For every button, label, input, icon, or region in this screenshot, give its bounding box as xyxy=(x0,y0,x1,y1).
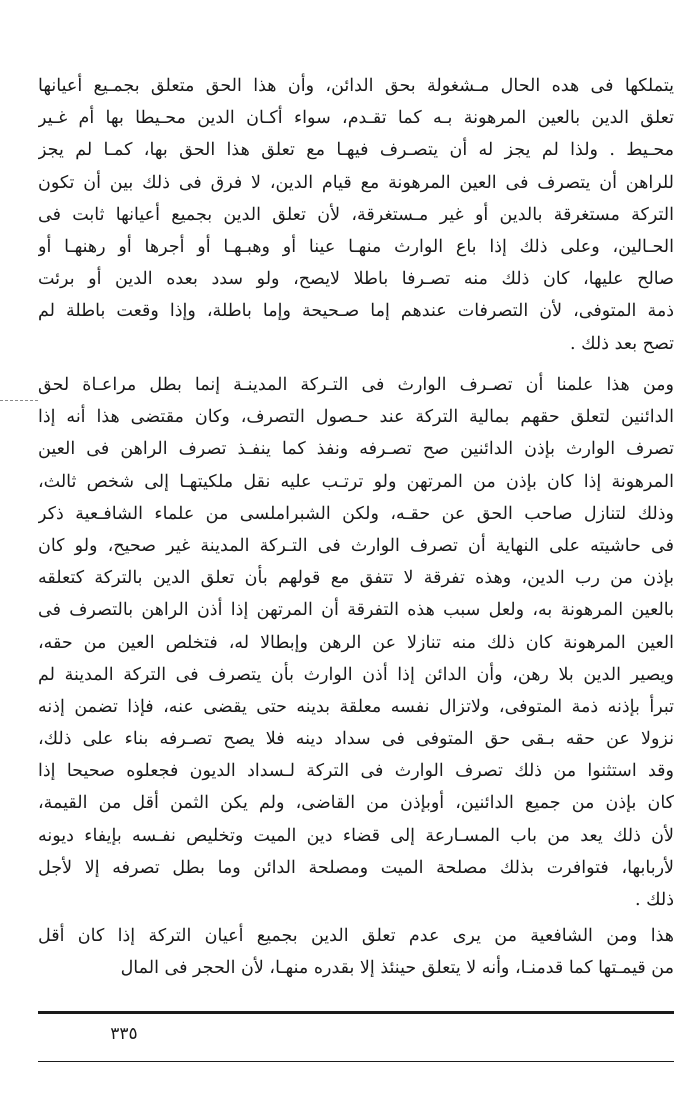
page-number: ٣٣٥ xyxy=(110,1024,138,1044)
text-line: ذمة المتوفى، لأن التصرفات عندهم إما صـحيحة وإما باطلة، وإذا وقعت باطلة لم xyxy=(38,301,674,322)
text-line: لأربابها، فتوافرت بذلك مصلحة الميت ومصلحة الدائن وما بطل تصرفه إلا لأجل xyxy=(38,857,674,878)
margin-mark xyxy=(0,400,38,402)
text-line: وقد استثنوا من ذلك تصرف الوارث فى التركة لـسداد الديون فجعلوه صحيحا إذا xyxy=(38,761,674,782)
text-line: يتملكها فى هده الحال مـشغولة بحق الدائن، وأن هذا الحق متعلق بجمـيع أعيانها xyxy=(38,76,674,96)
text-line: وذلك لتنازل صاحب الحق عن حقـه، ولكن الشبراملسى من علماء الشافـعية ذكر xyxy=(38,503,674,524)
text-line: بإذن من رب الدين، وهذه تفرقة لا تتفق مع قولهم بأن تعلق الدين بالتركة كتعلقه xyxy=(38,568,674,589)
text-line: للراهن أن يتصرف فى العين المرهونة مع قيام الدين، لا فرق فى ذلك بين أن تكون xyxy=(38,172,674,193)
text-line: محـيط . ولذا لم يجز له أن يتصـرف فيهـا مع تعلق هذا الحق بها، كمـا لم يجز xyxy=(38,140,674,161)
text-line: التركة مستغرقة بالدين أو غير مـستغرقة، لأن تعلق الدين بجميع أعيانها ثابت فى xyxy=(38,204,674,225)
footer-rule-thick xyxy=(38,1011,674,1014)
paragraph-1 xyxy=(38,70,674,360)
paragraph-2 xyxy=(38,369,674,916)
text-line: صالح عليها، كان ذلك منه تصـرفا باطلا لايصح، ولو سدد بعده الدين أو برئت xyxy=(38,269,674,290)
text-line: فى حاشيته على النهاية أن تصرف الوارث فى التـركة المدينة غير صحيح، ولو كان xyxy=(38,535,674,556)
text-line: من قيمـتها كما قدمنـا، وأنه لا يتعلق حينئذ إلا بقدره منهـا، لأن الحجر فى المال xyxy=(120,958,674,979)
text-line: تصرف الوارث بإذن الدائنين صح تصـرفه ونفذ كما ينفـذ تصرف الراهن فى العين xyxy=(38,439,674,460)
text-line: ذلك . xyxy=(635,890,674,910)
text-line: هذا ومن الشافعية من يرى عدم تعلق الدين بجميع أعيان التركة إذا كان أقل xyxy=(38,926,674,946)
text-line: تعلق الدين بالعين المرهونة بـه كما تقـدم، سواء أكـان الدين محـيطا بها أم غـير xyxy=(38,108,674,129)
footer-rule-thin xyxy=(38,1061,674,1062)
text-line: تبرأ بإذنه ذمة المتوفى، ولاتزال نفسه معلقة بدينه حتى يقضى عنه، فإذا تضمن إذنه xyxy=(38,696,674,717)
text-line: الحـالين، وعلى ذلك إذا باع الوارث منهـا عينا أو وهبـهـا أو أجرها أو رهنهـا أو xyxy=(38,236,674,257)
text-line: ومن هذا علمنا أن تصـرف الوارث فى التـركة المدينـة إنما بطل مراعـاة لحق xyxy=(38,375,674,395)
text-line: نزولا عن حقه بـقى حق المتوفى فى سداد دينه فلا يصح تصـرفه بناء على ذلك، xyxy=(38,729,674,750)
paragraph-3 xyxy=(38,920,674,984)
text-line: الدائنين لتعلق حقهم بمالية التركة عند حـصول التصرف، وكان مقتضى هذا أنه إذا xyxy=(38,407,674,428)
text-line: ويصير الدين بلا رهن، وأن الدائن إذا أذن الوارث بأن يتصرف فى التركة المدينة لم xyxy=(38,664,674,685)
text-line: العين المرهونة كان ذلك منه تنازلا عن الرهن وإبطالا له، فتخلص العين من حقه، xyxy=(38,632,674,653)
text-line: بالعين المرهونة به، ولعل سبب هذه التفرقة أن المرتهن إذا أذن الراهن بالتصرف فى xyxy=(38,600,674,621)
text-line: كان بإذن من جميع الدائنين، أوبإذن من القاضى، ولم يكن الثمن أقل من القيمة، xyxy=(38,793,674,814)
text-line: تصح بعد ذلك . xyxy=(570,333,674,354)
text-line: لأن ذلك يعد من باب المسـارعة إلى قضاء دين الميت وتخليص نفـسه بإيفاء ديونه xyxy=(38,825,674,846)
text-line: المرهونة إذا كان بإذن من المرتهن ولو ترتـب عليه نقل ملكيتهـا إلى شخص ثالث، xyxy=(38,471,674,492)
